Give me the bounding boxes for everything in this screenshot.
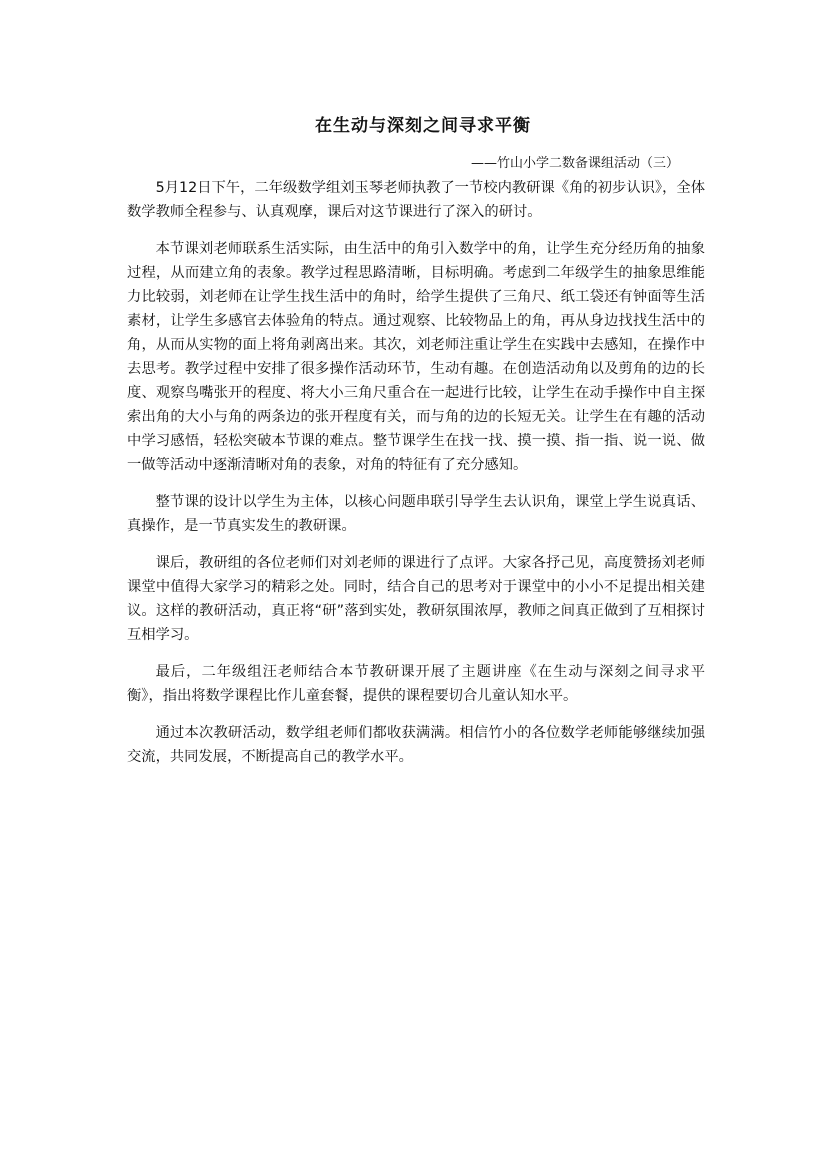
document-title: 在生动与深刻之间寻求平衡 bbox=[315, 116, 531, 136]
paragraph-lecture: 最后，二年级组汪老师结合本节教研课开展了主题讲座《在生动与深刻之间寻求平衡》，指出将数学课程比作儿童套餐，提供的课程要切合儿童认知水平。 bbox=[127, 664, 705, 704]
paragraph-design-summary: 整节课的设计以学生为主体，以核心问题串联引导学生去认识角，课堂上学生说真话、真操作，是一节真实发生的教研课。 bbox=[127, 494, 705, 534]
paragraph-conclusion: 通过本次教研活动，数学组老师们都收获满满。相信竹小的各位数学老师能够继续加强交流，共同发展，不断提高自己的教学水平。 bbox=[127, 725, 705, 765]
paragraph-discussion: 课后，教研组的各位老师们对刘老师的课进行了点评。大家各抒己见，高度赞扬刘老师课堂中值得大家学习的精彩之处。同时，结合自己的思考对于课堂中的小小不足提出相关建议。这样的教研活动，真正将“研”落到实处，教研氛围浓厚，教师之间真正做到了互相探讨互相学习。 bbox=[127, 555, 705, 643]
document-subtitle: ——竹山小学二数备课组活动（三） bbox=[470, 156, 679, 171]
paragraph-intro: 5月12日下午，二年级数学组刘玉琴老师执教了一节校内教研课《角的初步认识》，全体数学教师全程参与、认真观摩，课后对这节课进行了深入的研讨。 bbox=[127, 180, 705, 220]
paragraph-lesson-review: 本节课刘老师联系生活实际，由生活中的角引入数学中的角，让学生充分经历角的抽象过程，从而建立角的表象。教学过程思路清晰，目标明确。考虑到二年级学生的抽象思维能力比较弱，刘老师在让学生找生活中的角时，给学生提供了三角尺、纸工袋还有钟面等生活素材，让学生多感官去体验角的特点。通过观察、比较物品上的角，再从身边找找生活中的角，从而从实物的面上将角剥离出来。其次，刘老师注重让学生在实践中去感知，在操作中去思考。教学过程中安排了很多操作活动环节，生动有趣。在创造活动角以及剪角的边的长度、观察鸟嘴张开的程度、将大小三角尺重合在一起进行比较，让学生在动手操作中自主探索出角的大小与角的两条边的张开程度有关，而与角的边的长短无关。让学生在有趣的活动中学习感悟，轻松突破本节课的难点。整节课学生在找一找、摸一摸、指一指、说一说、做一做等活动中逐渐清晰对角的表象，对角的特征有了充分感知。 bbox=[127, 241, 705, 473]
document-page bbox=[127, 100, 705, 769]
